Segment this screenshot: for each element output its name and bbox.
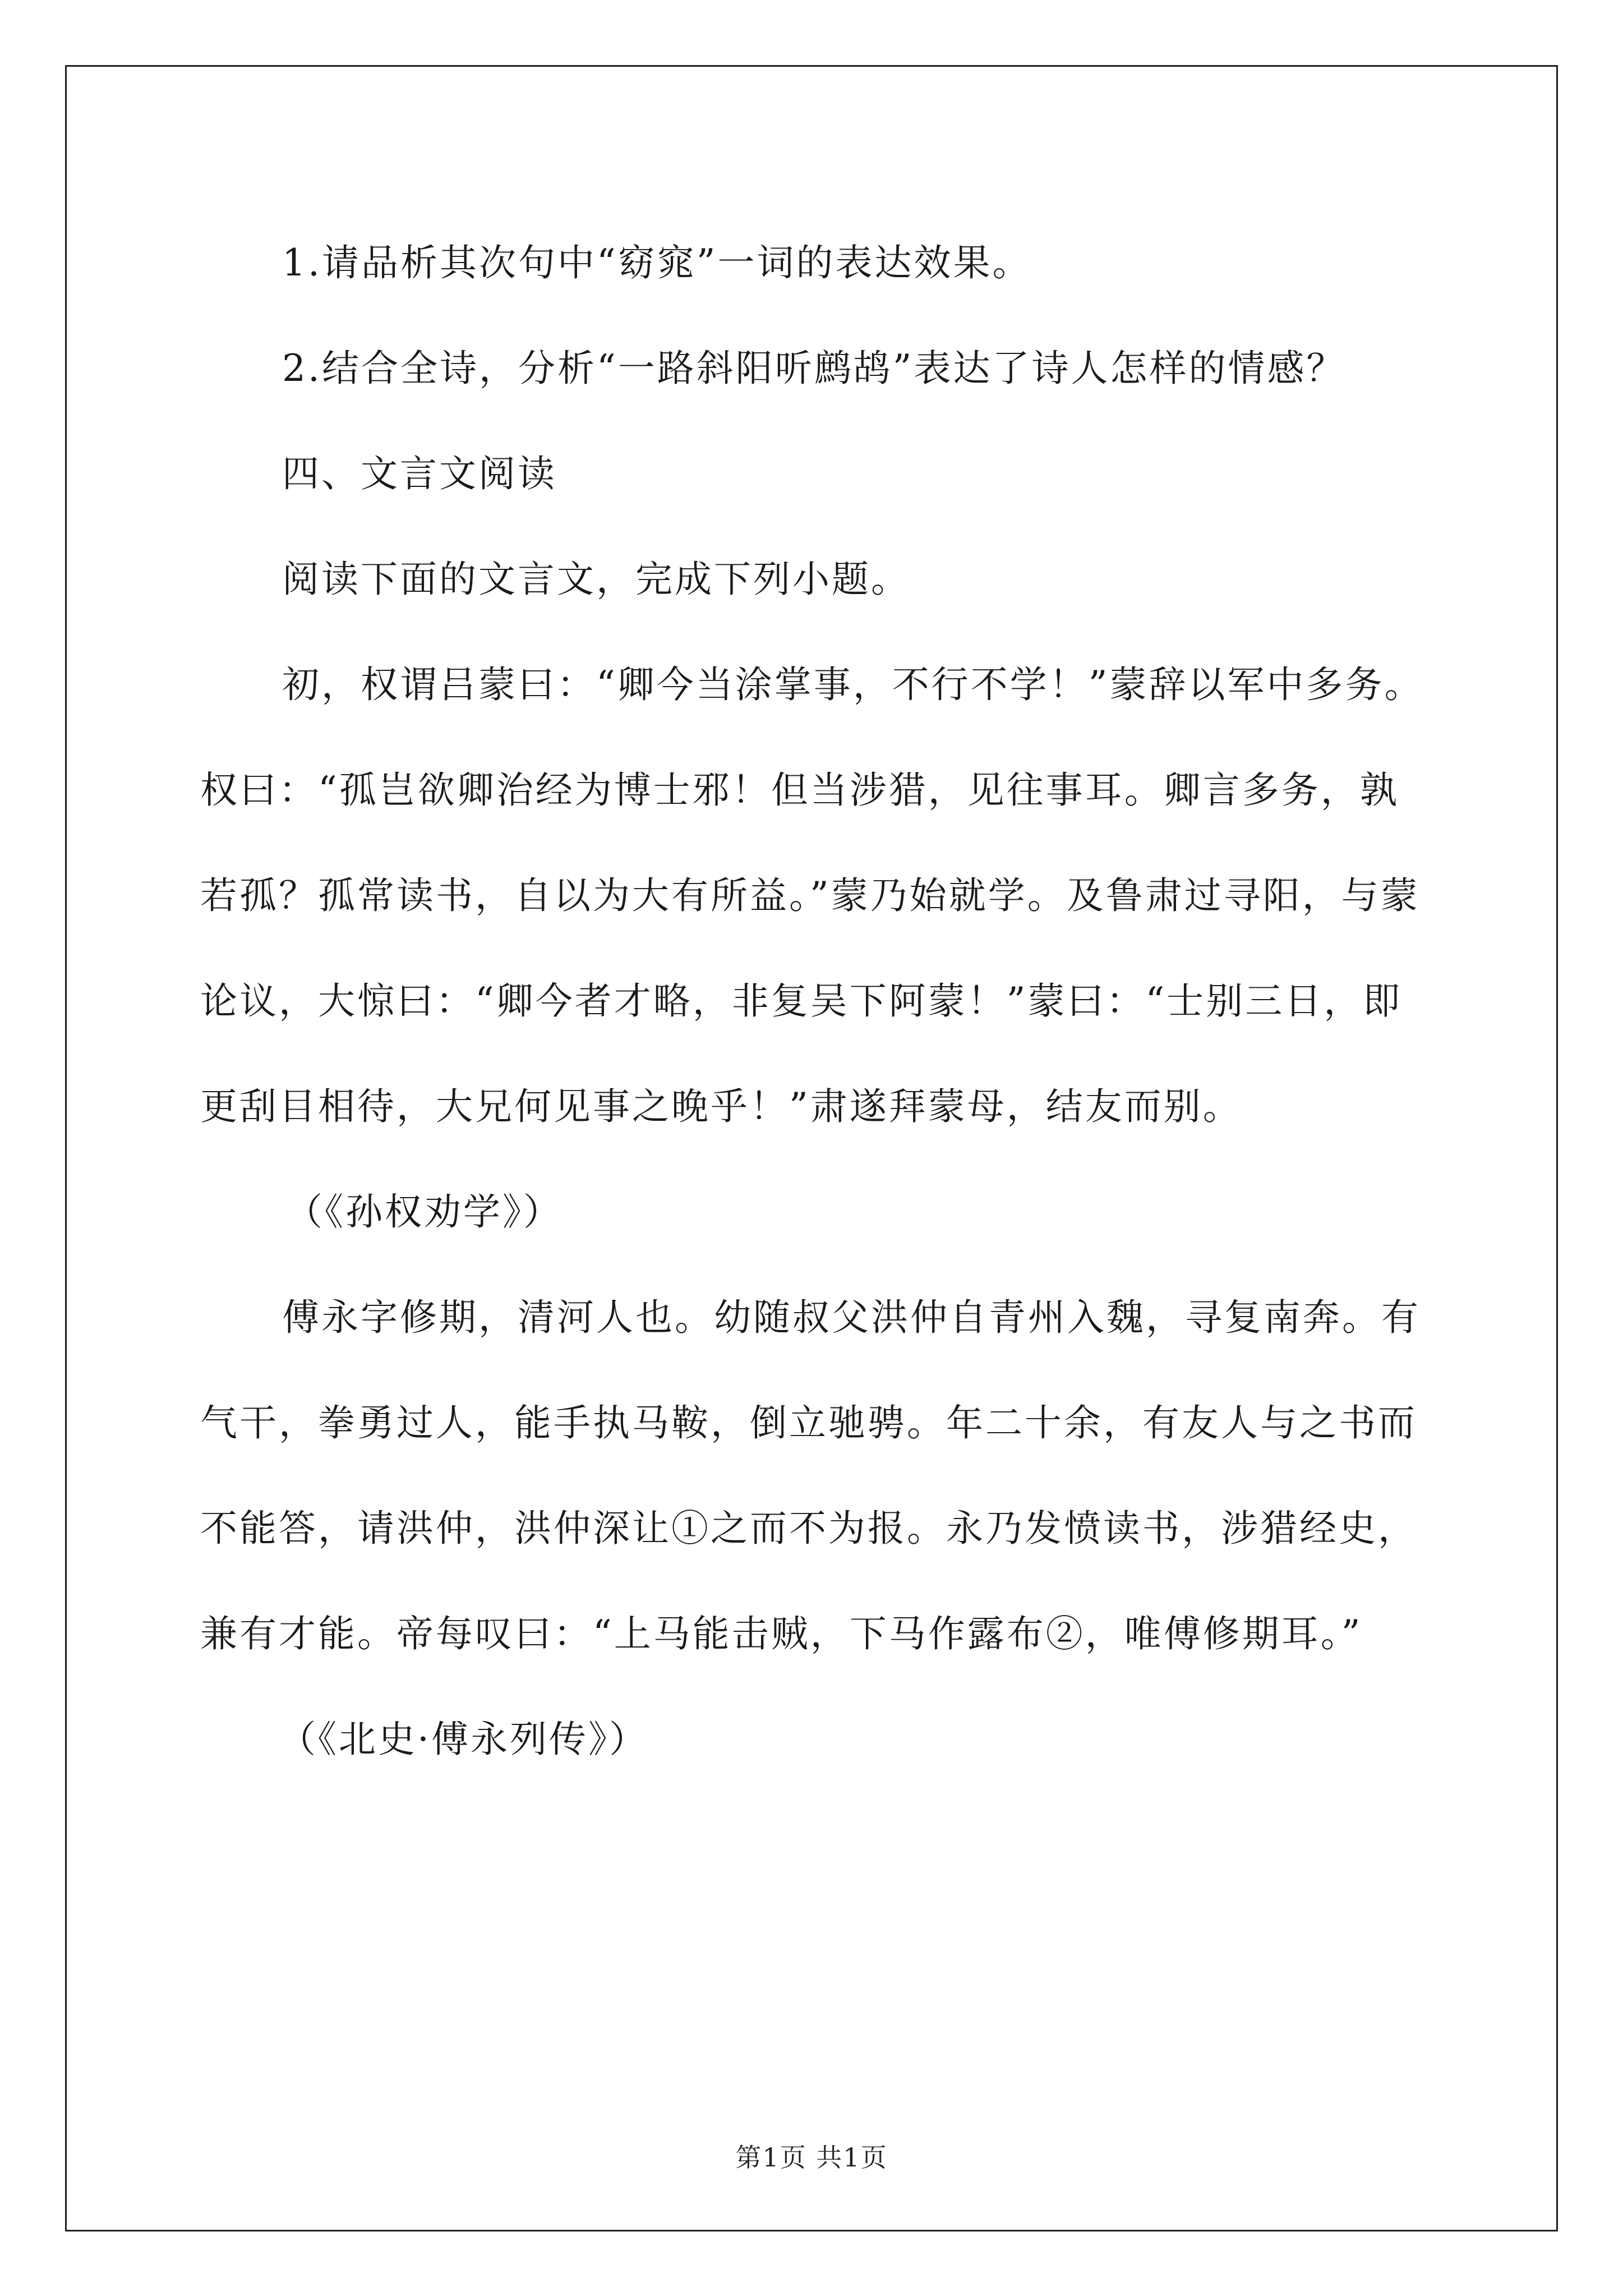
- passage-2-source: （《北史·傅永列传》）: [279, 1718, 648, 1761]
- instruction: 阅读下面的文言文，完成下列小题。: [282, 558, 910, 601]
- question-2: 2.结合全诗，分析“一路斜阳听鹧鸪”表达了诗人怎样的情感？: [282, 347, 1346, 390]
- passage-1: 初，权谓吕蒙曰：“卿今当涂掌事，不行不学！”蒙辞以军中多务。权曰：“孤岂欲卿治经为博士邪！但当涉猎，见往事耳。卿言多务，孰若孤？孤常读书，自以为大有所益。”蒙乃始就学。及鲁肃过寻阳，与蒙论议，大惊曰：“卿今者才略，非复吴下阿蒙！”蒙曰：“士别三日，即更刮目相待，大兄何见事之晚乎！”肃遂拜蒙母，结友而别。: [200, 663, 1424, 1128]
- document-body: [200, 210, 1434, 1792]
- passage-1-source: （《孙权劝学》）: [285, 1190, 562, 1234]
- section-heading: 四、文言文阅读: [282, 452, 557, 495]
- question-1: 1.请品析其次句中“窈窕”一词的表达效果。: [282, 241, 1032, 284]
- passage-2: 傅永字修期，清河人也。幼随叔父洪仲自青州入魏，寻复南奔。有气干，拳勇过人，能手执马鞍，倒立驰骋。年二十余，有友人与之书而不能答，请洪仲，洪仲深让①之而不为报。永乃发愤读书，涉猎经史，兼有才能。帝每叹曰：“上马能击贼，下马作露布②，唯傅修期耳。”: [200, 1296, 1421, 1655]
- page-footer: 第1页 共1页: [735, 2142, 888, 2173]
